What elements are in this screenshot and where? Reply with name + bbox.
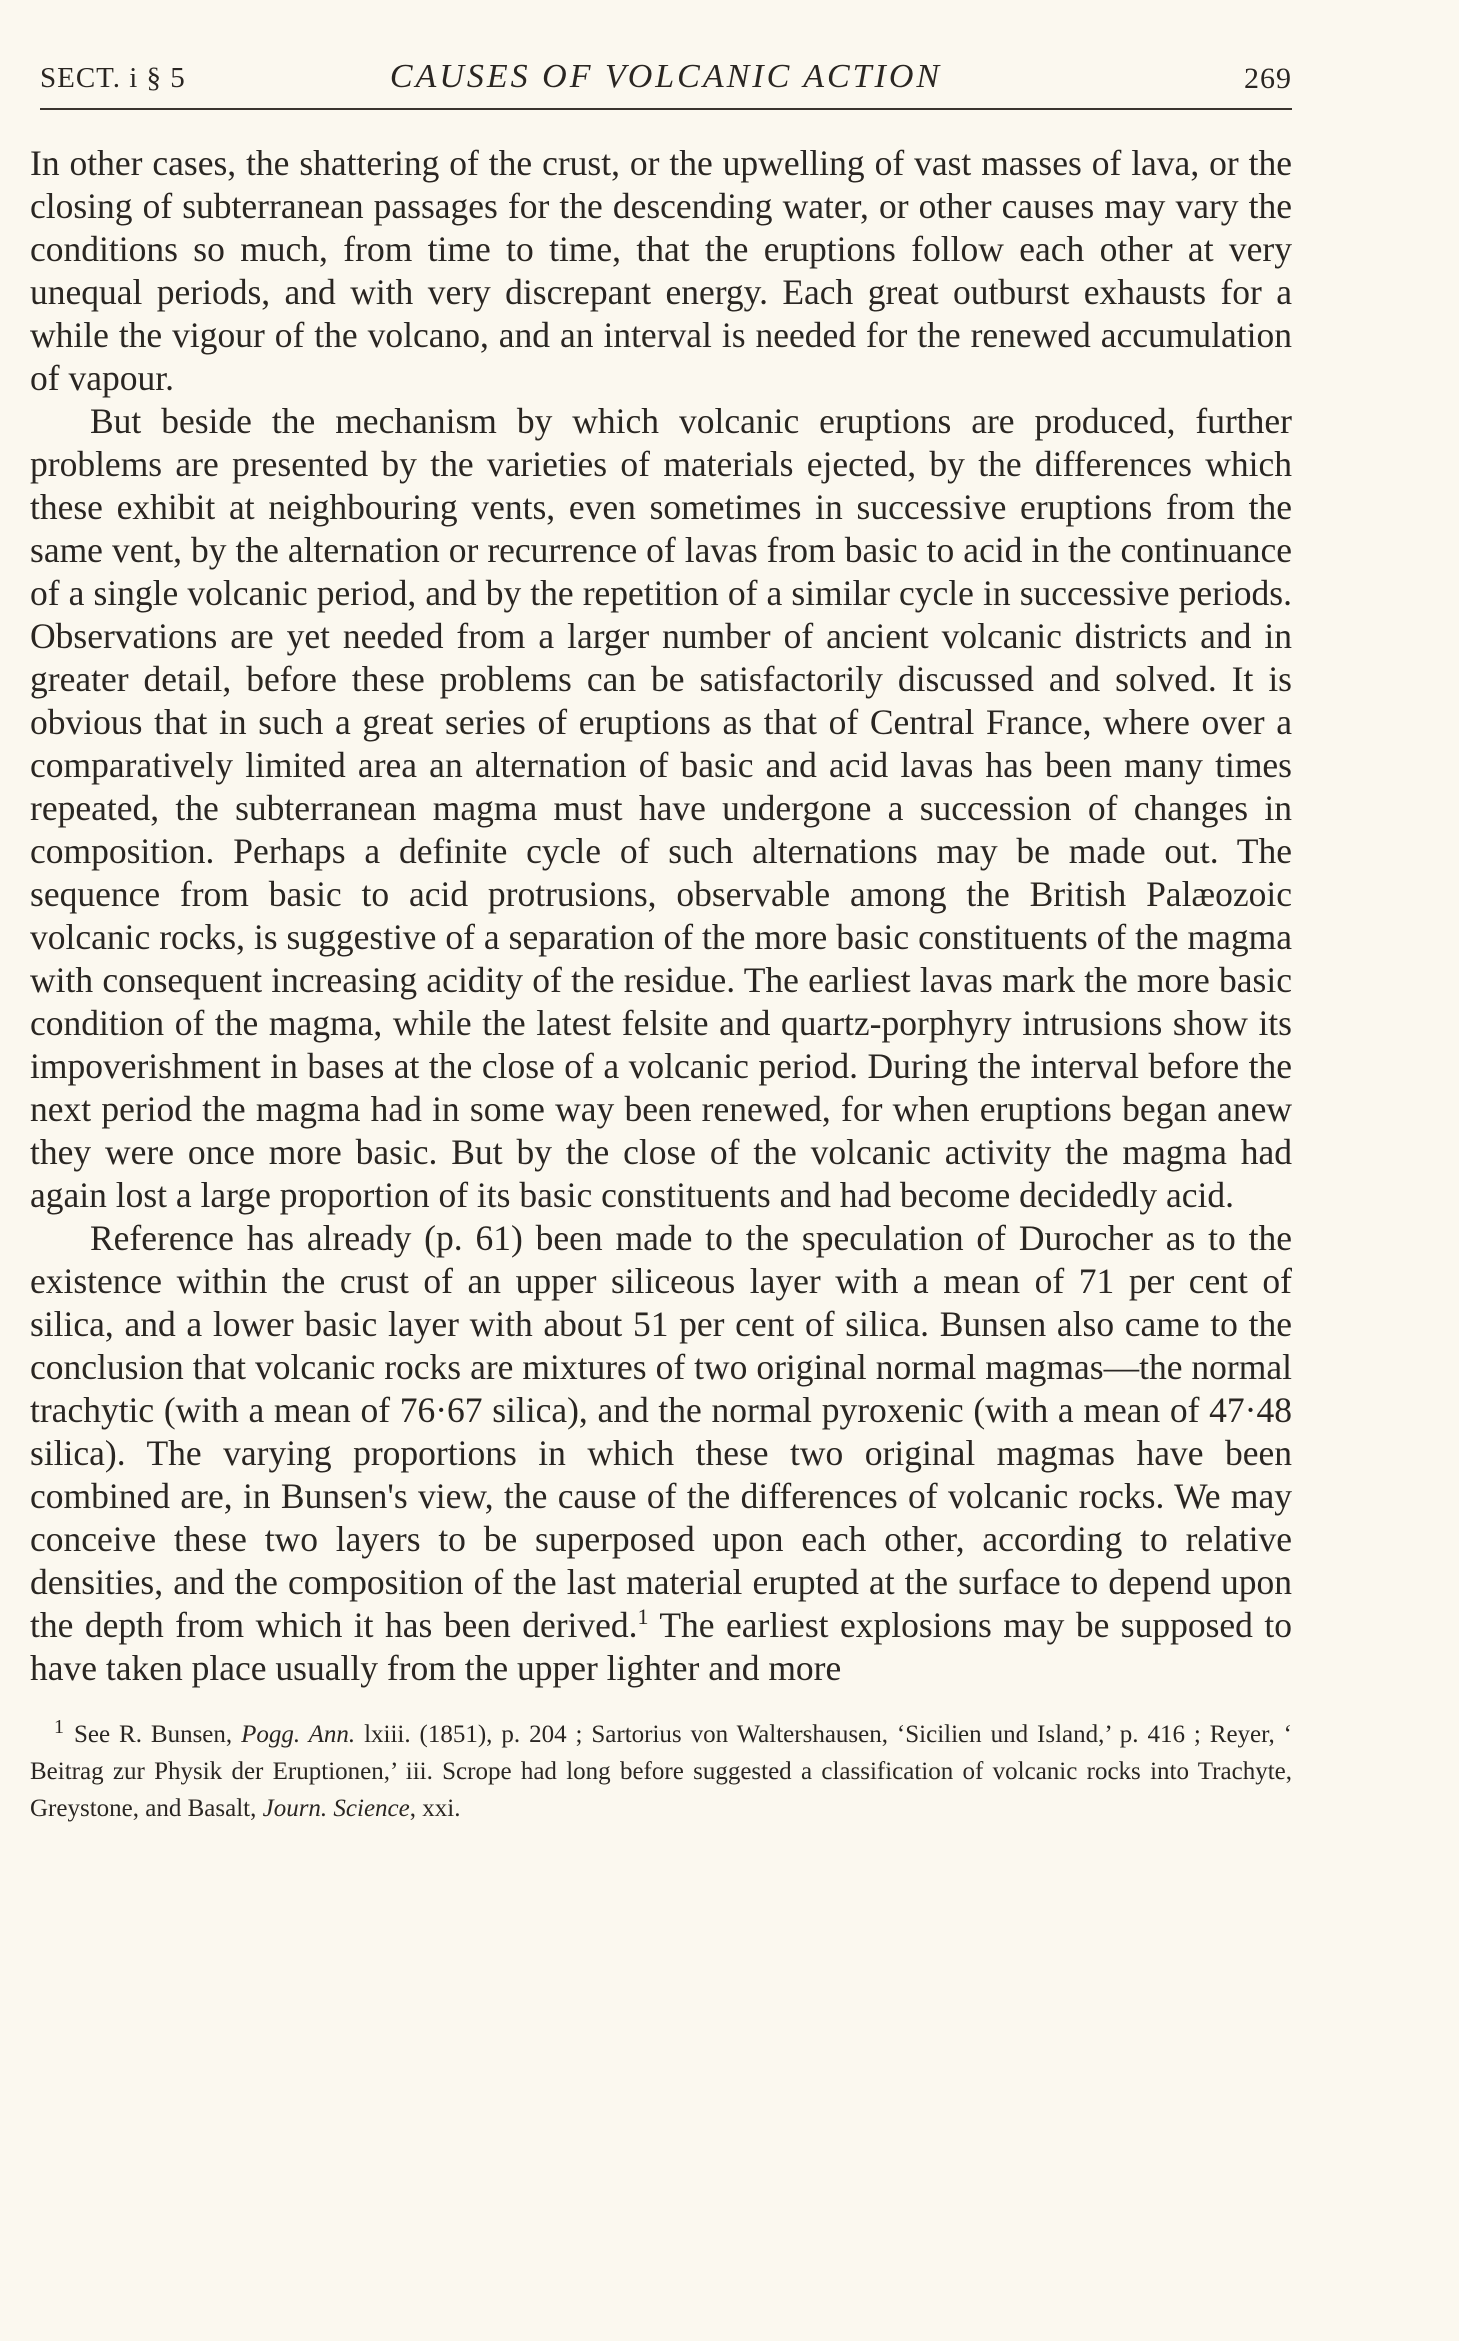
footnote-text	[30, 1716, 1292, 1827]
footnote-citation-italic: Pogg. Ann.	[241, 1721, 356, 1748]
running-header	[40, 50, 1292, 110]
book-page	[30, 50, 1292, 1827]
paragraph	[30, 1217, 1292, 1690]
paragraph-text: The earliest explosions may be supposed to have taken place usually from the upper lighter and more	[30, 1605, 1292, 1688]
footnote-segment: See R. Bunsen,	[74, 1721, 242, 1748]
paragraph: In other cases, the shattering of the crust, or the upwelling of vast masses of lava, or the closing of subterranean passages for the descending water, or other causes may vary the conditions so much, from time to time, that the eruptions follow each other at very unequal periods, and with very discrepant energy. Each great outburst exhausts for a while the vigour of the volcano, and an interval is needed for the renewed accumulation of vapour.	[30, 143, 1292, 398]
footnote-marker: 1	[54, 1715, 64, 1738]
page-number: 269	[1244, 62, 1292, 95]
body-text	[30, 142, 1292, 1690]
paragraph: But beside the mechanism by which volcanic eruptions are produced, further problems are presented by the varieties of materials ejected, by the differences which these exhibit at neighbouring vents, even sometimes in successive eruptions from the same vent, by the alternation or recurrence of lavas from basic to acid in the continuance of a single volcanic period, and by the repetition of a similar cycle in successive periods. Observations are yet needed from a larger number of ancient volcanic districts and in greater detail, before these problems can be satisfactorily discussed and solved. It is obvious that in such a great series of eruptions as that of Central France, where over a comparatively limited area an alternation of basic and acid lavas has been many times repeated, the subterranean magma must have undergone a succession of changes in composition. Perhaps a definite cycle of such alternations may be made out. The sequence from basic to acid protrusions, observable among the British Palæozoic volcanic rocks, is suggestive of a separation of the more basic constituents of the magma with consequent increasing acidity of the residue. The earliest lavas mark the more basic condition of the magma, while the latest felsite and quartz-porphyry intrusions show its impoverishment in bases at the close of a volcanic period. During the interval before the next period the magma had in some way been renewed, for when eruptions began anew they were once more basic. But by the close of the volcanic activity the magma had again lost a large proportion of its basic constituents and had become decidedly acid.	[30, 401, 1292, 1215]
footnote-citation-italic: Journ. Science	[262, 1795, 410, 1822]
paragraph-text: Reference has already (p. 61) been made to the speculation of Durocher as to the existence within the crust of an upper siliceous layer with a mean of 71 per cent of silica, and a lower basic layer with about 51 per cent of silica. Bunsen also came to the conclusion that volcanic rocks are mixtures of two original normal magmas—the normal trachytic (with a mean of 76·67 silica), and the normal pyroxenic (with a mean of 47·48 silica). The varying proportions in which these two original magmas have been combined are, in Bunsen's view, the cause of the differences of volcanic rocks. We may conceive these two layers to be superposed upon each other, according to relative densities, and the composition of the last material erupted at the surface to depend upon the depth from which it has been derived.	[30, 1218, 1292, 1645]
footnote	[30, 1716, 1292, 1827]
footnote-segment: lxiii. (1851), p. 204 ; Sartorius von Waltershausen, ‘Sicilien und Island,’ p. 416 ; Reyer, ‘ Beitrag zur Physik der Eruptionen,’ iii. Scrope had long before suggested a classification of volcanic rocks into Trachyte, Greystone, and Basalt,	[30, 1721, 1292, 1822]
section-reference: SECT. i § 5	[40, 62, 186, 94]
running-title: CAUSES OF VOLCANIC ACTION	[389, 58, 943, 95]
footnote-reference[interactable]: 1	[637, 1604, 649, 1630]
footnote-segment: , xxi.	[409, 1795, 461, 1822]
